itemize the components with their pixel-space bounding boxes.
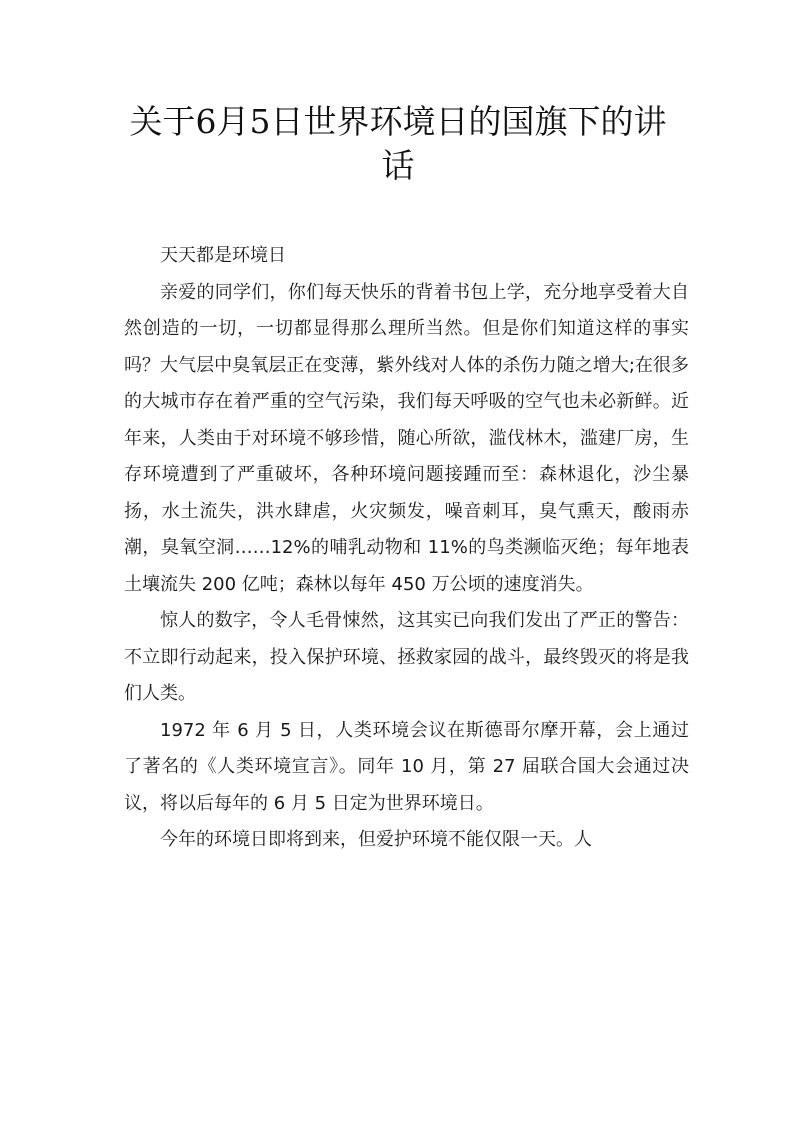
- paragraph: 惊人的数字，令人毛骨悚然，这其实已向我们发出了严正的警告：不立即行动起来，投入保护环境、拯救家园的战斗，最终毁灭的将是我们人类。: [124, 610, 689, 704]
- document-title: 关于6月5日世界环境日的国旗下的讲话: [129, 102, 667, 185]
- paragraph: 今年的环境日即将到来，但爱护环境不能仅限一天。人: [160, 829, 592, 850]
- paragraph: 1972 年 6 月 5 日，人类环境会议在斯德哥尔摩开幕，会上通过了著名的《人类环境宣言》。同年 10 月，第 27 届联合国大会通过决议，将以后每年的 6 月 5 日定为世界环境日。: [124, 719, 689, 814]
- paragraph: 亲爱的同学们，你们每天快乐的背着书包上学，充分地享受着大自然创造的一切，一切都显得那么理所当然。但是你们知道这样的事实吗？大气层中臭氧层正在变薄，紫外线对人体的杀伤力随之增大;在很多的大城市存在着严重的空气污染，我们每天呼吸的空气也未必新鲜。近年来，人类由于对环境不够珍惜，随心所欲，滥伐林木，滥建厂房，生存环境遭到了严重破坏，各种环境问题接踵而至：森林退化，沙尘暴扬，水土流失，洪水肆虐，火灾频发，噪音刺耳，臭气熏天，酸雨赤潮，臭氧空洞……12%的哺乳动物和 11%的鸟类濒临灭绝；每年地表土壤流失 200 亿吨；森林以每年 450 万公顷的速度消失。: [124, 281, 689, 595]
- document-body: [124, 238, 689, 859]
- section-heading: 天天都是环境日: [160, 245, 286, 266]
